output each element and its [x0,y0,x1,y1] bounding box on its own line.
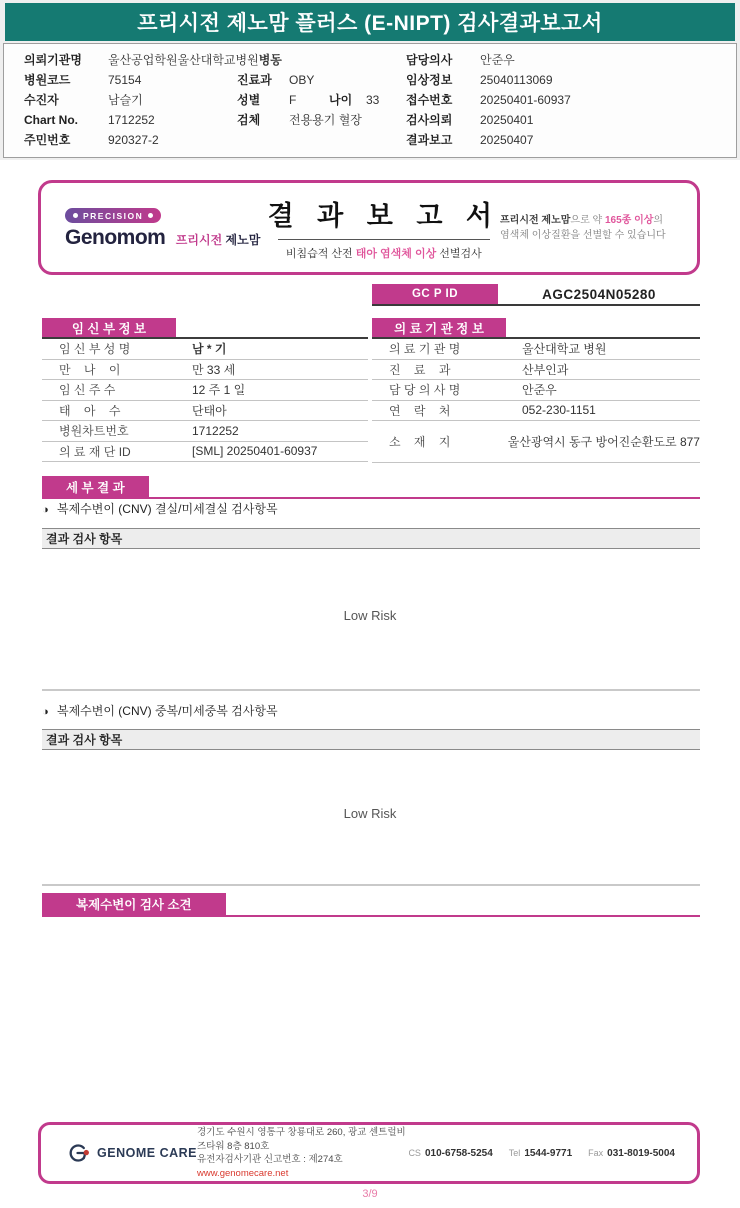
table-row [42,401,368,422]
cnv-duplication-column-header [42,729,700,750]
half-circle-bullet-icon: ◑ [42,706,49,718]
info-row-2 [4,70,736,90]
order-info-panel [3,43,737,158]
field-value-requesting-org: 울산공업학원울산대학교병원병동 [108,53,282,67]
field-value-resident-no: 920327-2 [108,133,159,147]
table-row [372,421,700,463]
row-label: 임 신 부 성 명 [59,342,131,357]
cnv-duplication-title-text: 복제수변이 (CNV) 중복/미세중복 검사항목 [57,704,278,718]
genome-care-logo-icon [65,1140,90,1166]
hospital-table-header-badge: 의 료 기 관 정 보 [372,318,506,337]
footer-tel-contact: Tel 1544-9771 [508,1147,573,1159]
info-row-4 [4,110,736,130]
row-value: 안준우 [522,383,557,398]
row-label: 소 재 지 [389,435,451,449]
row-value: 만 33 세 [192,362,236,377]
field-value-department: OBY [289,73,315,87]
screening-note [500,213,697,243]
genomom-brand-block [41,205,268,250]
footer-registration: 유전자검사기관 신고번호 : 제274호 [197,1154,343,1165]
field-label-chart-no: Chart No. [24,113,78,127]
footer-website-link[interactable]: www.genomecare.net [197,1167,289,1179]
genomom-logo-text: Genomom [65,226,166,249]
cnv-deletion-column-header [42,528,700,549]
field-value-test-request-date: 20250401 [480,113,534,127]
field-label-doctor: 담당의사 [406,53,453,67]
row-value: 산부인과 [522,362,569,377]
gc-p-id-bar [372,284,700,306]
precision-badge-label: PRECISION [83,210,144,221]
cnv-findings-section-header [42,893,700,917]
footer-card [38,1122,700,1184]
row-label: 진 료 과 [389,362,451,377]
cnv-deletion-title-text: 복제수변이 (CNV) 결실/미세결실 검사항목 [57,502,278,516]
row-label: 태 아 수 [59,403,121,418]
row-label: 병원차트번호 [59,424,129,439]
cnv-findings-badge: 복제수변이 검사 소견 [42,893,226,915]
row-value: 울산대학교 병원 [522,342,607,357]
detail-results-badge: 세 부 결 과 [42,476,149,497]
row-value: 울산광역시 동구 방어진순환도로 877 [507,435,700,449]
title-underline [278,239,490,240]
field-value-specimen: 전용용기 혈장 [289,113,362,127]
hospital-table-header [372,318,700,339]
half-circle-bullet-icon: ◑ [42,504,49,516]
row-label: 만 나 이 [59,362,121,377]
genome-care-brand-text: GENOME CARE [97,1146,197,1160]
footer-contacts [408,1148,697,1159]
mother-info-table [42,318,368,462]
cnv-duplication-result: Low Risk [343,806,397,821]
row-value: 1712252 [192,423,239,438]
table-row [42,442,368,463]
pill-dot-icon [73,213,78,218]
field-label-clinical-info: 임상정보 [406,73,453,87]
field-label-department: 진료과 [237,73,272,87]
document-subtitle: 비침습적 산전 태아 염색체 이상 선별검사 [285,248,482,260]
gc-p-id-value: AGC2504N05280 [542,286,656,302]
row-value: 남 * 기 [192,342,227,357]
column-header-label: 결과 검사 항목 [46,733,123,747]
table-row [372,339,700,360]
report-title: 프리시전 제노맘 플러스 (E-NIPT) 검사결과보고서 [137,12,603,35]
mother-table-header [42,318,368,339]
row-label: 임 신 주 수 [59,383,116,398]
field-label-resident-no: 주민번호 [24,133,71,147]
pill-dot-icon [148,213,153,218]
field-value-clinical-info: 25040113069 [480,73,553,87]
info-row-3 [4,90,736,110]
section-divider [42,884,700,886]
table-row [372,360,700,381]
screening-note-line1: 프리시전 제노맘으로 약 165종 이상의 [500,214,664,226]
info-row-1 [4,50,736,70]
field-value-hospital-code: 75154 [108,73,142,87]
info-row-5 [4,130,736,150]
footer-cs-contact: CS 010-6758-5254 [408,1147,493,1159]
gc-p-id-label: GC P ID [372,284,498,304]
footer-fax-contact: Fax 031-8019-5004 [588,1147,675,1159]
field-label-age: 나이 [329,93,353,107]
field-value-doctor: 안준우 [480,53,515,67]
cnv-deletion-section-title [42,500,278,517]
row-label: 담 당 의 사 명 [389,383,461,398]
field-label-report-date: 결과보고 [406,133,453,147]
detail-results-section-header [42,476,700,499]
footer-address: 경기도 수원시 영통구 창룡대로 260, 광교 센트럴비즈타워 8층 810호 [197,1127,406,1152]
field-value-receipt-no: 20250401-60937 [480,93,571,107]
genomom-wordmark [65,226,268,250]
row-value: 052-230-1151 [522,403,596,418]
row-value: 12 주 1 일 [192,383,246,398]
field-value-sex: F [289,93,297,107]
field-label-test-request-date: 검사의뢰 [406,113,453,127]
table-row [42,360,368,381]
table-row [42,380,368,401]
row-label: 의 료 기 관 명 [389,342,461,357]
genome-care-logo [41,1140,197,1166]
document-title: 결 과 보 고 서 [267,201,501,231]
field-label-specimen: 검체 [237,113,261,127]
precision-badge [65,208,161,223]
table-row [42,339,368,360]
field-value-patient: 남슬기 [108,93,143,107]
row-label: 의 료 재 단 ID [59,444,131,459]
screening-note-line2: 염색체 이상질환을 선별할 수 있습니다 [500,229,666,241]
table-row [372,380,700,401]
hospital-info-table [372,318,700,463]
table-row [42,421,368,442]
field-value-report-date: 20250407 [480,133,534,147]
genomom-korean-name: 프리시전 제노맘 [175,233,261,247]
mother-table-header-badge: 임 신 부 정 보 [42,318,176,337]
field-label-sex: 성별 [237,93,261,107]
row-value: 단태아 [192,403,227,418]
section-divider [42,689,700,691]
column-header-label: 결과 검사 항목 [46,532,123,546]
field-label-patient: 수진자 [24,93,59,107]
field-label-receipt-no: 접수번호 [406,93,453,107]
cnv-duplication-section-title [42,702,278,719]
field-value-age: 33 [366,93,380,107]
table-row [372,401,700,422]
field-label-requesting-org: 의뢰기관명 [24,53,82,67]
field-value-chart-no: 1712252 [108,113,155,127]
document-header-card [38,180,700,275]
field-label-hospital-code: 병원코드 [24,73,71,87]
row-value: [SML] 20250401-60937 [192,444,318,459]
report-title-banner [5,3,735,41]
footer-address-block [197,1126,408,1180]
page-number: 3/9 [362,1188,378,1200]
row-label: 연 락 처 [389,403,451,418]
cnv-deletion-result: Low Risk [343,608,397,623]
document-title-block [268,194,500,261]
